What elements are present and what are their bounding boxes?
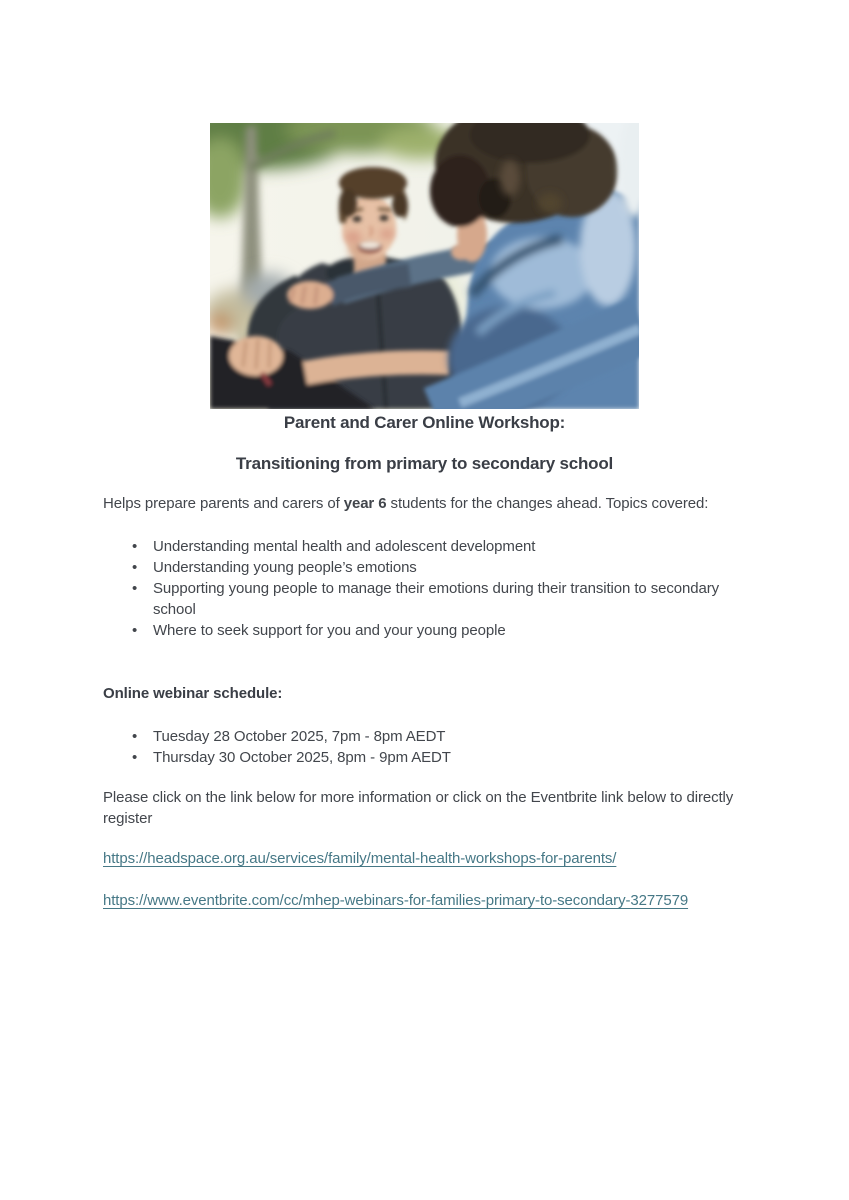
topic-item [103,557,749,578]
schedule-item-label: Thursday 30 October 2025, 8pm - 9pm AEDT [153,749,451,766]
topic-item [103,536,749,557]
topic-item [103,620,749,641]
workshop-subtitle: Transitioning from primary to secondary school [235,454,614,473]
schedule-item [103,747,749,768]
workshop-title: Parent and Carer Online Workshop: [283,413,566,432]
intro-text-start: Helps prepare parents and carers of [103,495,344,512]
eventbrite-link-paragraph [103,890,749,911]
eventbrite-link[interactable]: https://www.eventbrite.com/cc/mhep-webinars-for-families-primary-to-secondary-3277579 [103,892,689,909]
topic-item-label: Understanding mental health and adolescent development [153,538,536,555]
intro-text-end: students for the changes ahead. Topics covered: [386,495,709,512]
schedule-list [103,726,749,768]
headspace-link-paragraph [103,848,749,869]
intro-paragraph [103,493,749,514]
schedule-heading: Online webinar schedule: [103,685,283,702]
cta-paragraph: Please click on the link below for more information or click on the Eventbrite link below to directly register [103,789,734,827]
workshop-photo [210,123,639,409]
topic-item-label: Understanding young people’s emotions [153,559,417,576]
topic-item-label: Supporting young people to manage their emotions during their transition to secondary school [153,580,720,618]
document-body [103,493,749,911]
topic-item [103,578,749,620]
schedule-item [103,726,749,747]
topic-item-label: Where to seek support for you and your young people [153,622,506,639]
topics-list [103,536,749,641]
photo-illustration [210,123,639,409]
headspace-link[interactable]: https://headspace.org.au/services/family/mental-health-workshops-for-parents/ [103,850,617,867]
intro-bold-year: year 6 [343,495,387,512]
schedule-item-label: Tuesday 28 October 2025, 7pm - 8pm AEDT [153,728,446,745]
